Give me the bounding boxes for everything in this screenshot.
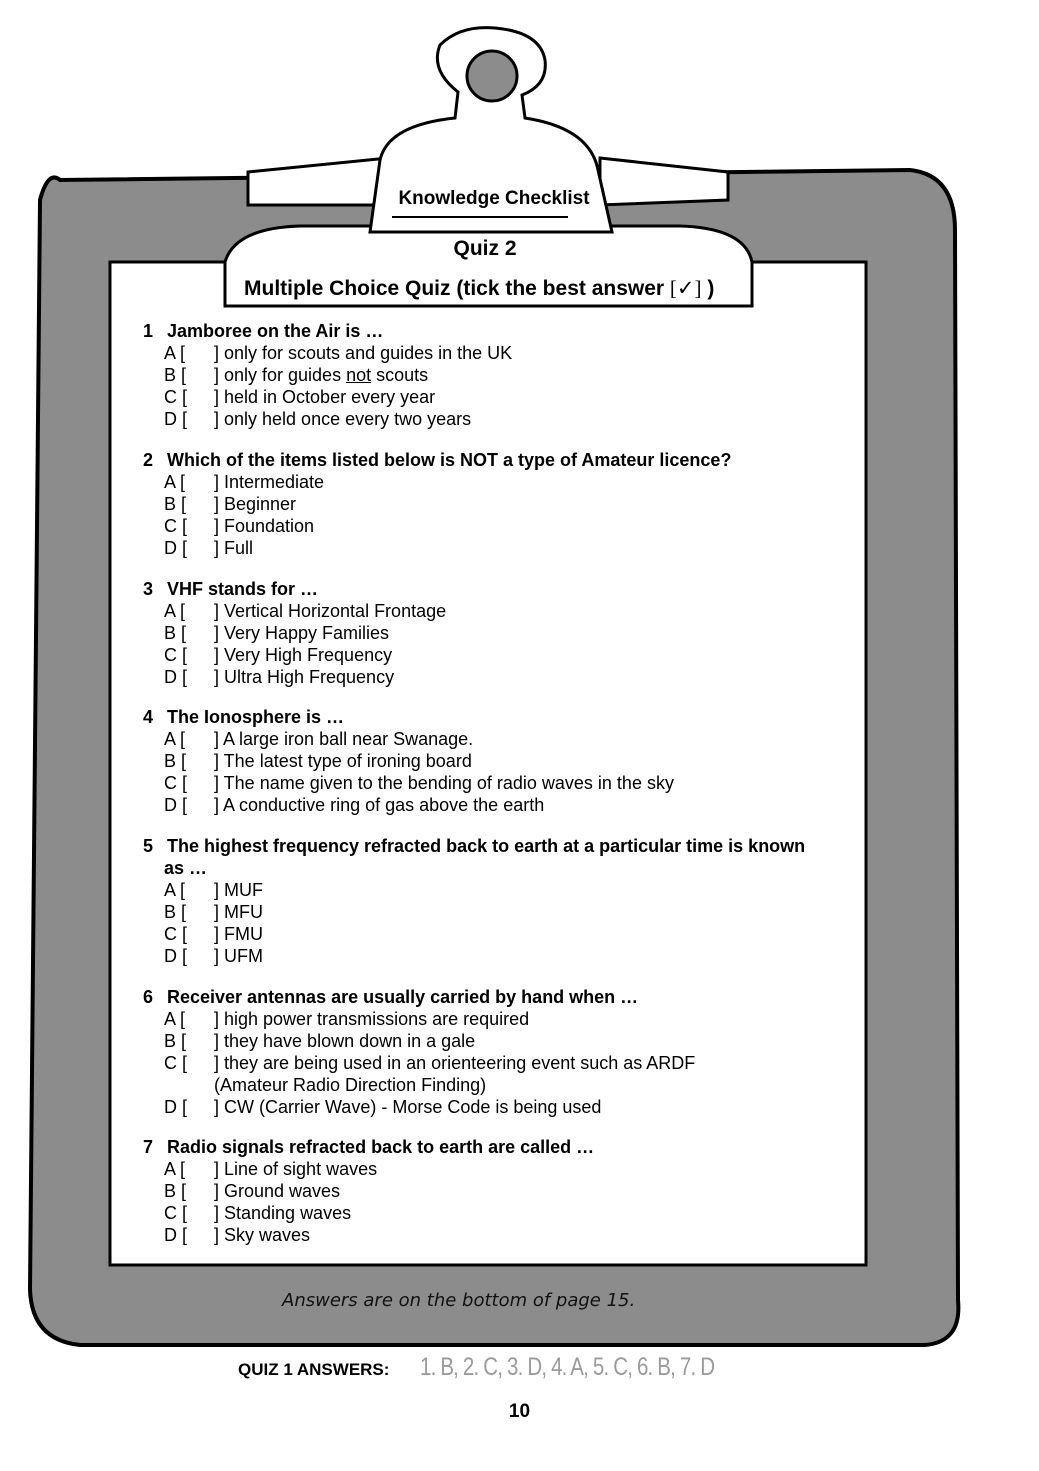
option-checkbox[interactable]: C [ xyxy=(164,1053,188,1073)
option-1-b[interactable] xyxy=(164,364,428,386)
question-text-continuation: as … xyxy=(164,858,208,878)
option-text: ] The latest type of ironing board xyxy=(214,751,472,771)
option-text: ] UFM xyxy=(214,946,263,966)
option-text: ] Vertical Horizontal Frontage xyxy=(214,601,447,621)
clip-hole xyxy=(467,51,517,101)
question-number: 5 xyxy=(143,836,154,856)
question-number: 1 xyxy=(143,321,154,341)
quiz1-answers: 1. B, 2. C, 3. D, 4. A, 5. C, 6. B, 7. D xyxy=(420,1353,715,1381)
option-checkbox[interactable]: D [ xyxy=(164,1225,188,1245)
option-text-emphasis: not xyxy=(346,365,372,385)
option-text: ] Very High Frequency xyxy=(214,645,393,665)
option-2-b[interactable] xyxy=(164,493,296,515)
question-5-heading xyxy=(143,835,805,857)
option-text: ] they are being used in an orienteering event such as ARDF xyxy=(214,1053,696,1073)
option-text: ] Sky waves xyxy=(214,1225,311,1245)
option-checkbox[interactable]: C [ xyxy=(164,773,188,793)
option-text: ] CW (Carrier Wave) - Morse Code is being used xyxy=(214,1097,602,1117)
option-checkbox[interactable]: B [ xyxy=(164,902,187,922)
instruction-text: Multiple Choice Quiz (tick the best answer xyxy=(244,277,670,300)
option-checkbox[interactable]: B [ xyxy=(164,751,187,771)
option-1-d[interactable] xyxy=(164,408,471,430)
option-text: ] they have blown down in a gale xyxy=(214,1031,476,1051)
option-text: ] MUF xyxy=(214,880,263,900)
option-checkbox[interactable]: D [ xyxy=(164,409,188,429)
option-checkbox[interactable]: B [ xyxy=(164,1181,187,1201)
question-6-heading xyxy=(143,986,638,1008)
option-7-d[interactable] xyxy=(164,1224,310,1246)
question-text: Jamboree on the Air is … xyxy=(167,321,384,341)
option-checkbox[interactable]: C [ xyxy=(164,516,188,536)
option-checkbox[interactable]: A [ xyxy=(164,1009,186,1029)
option-text: ] Full xyxy=(214,538,254,558)
option-checkbox[interactable]: A [ xyxy=(164,729,186,749)
question-number: 3 xyxy=(143,579,154,599)
option-checkbox[interactable]: D [ xyxy=(164,538,188,558)
instruction-suffix: ) xyxy=(701,277,715,300)
quiz-title: Quiz 2 xyxy=(453,237,517,260)
question-2-heading xyxy=(143,449,731,471)
option-text: ] Ground waves xyxy=(214,1181,341,1201)
option-4-c[interactable] xyxy=(164,772,674,794)
option-text: ] Standing waves xyxy=(214,1203,352,1223)
option-5-c[interactable] xyxy=(164,923,263,945)
option-checkbox[interactable]: A [ xyxy=(164,343,186,363)
question-text: Receiver antennas are usually carried by hand when … xyxy=(167,987,639,1007)
question-1-heading xyxy=(143,320,383,342)
option-text: ] A large iron ball near Swanage. xyxy=(214,729,474,749)
option-checkbox[interactable]: D [ xyxy=(164,795,188,815)
option-checkbox[interactable]: D [ xyxy=(164,667,188,687)
clip-bar-left xyxy=(248,158,388,205)
option-7-c[interactable] xyxy=(164,1202,351,1224)
option-1-a[interactable] xyxy=(164,342,512,364)
question-text: VHF stands for … xyxy=(167,579,319,599)
option-checkbox[interactable]: C [ xyxy=(164,1203,188,1223)
option-2-d[interactable] xyxy=(164,537,253,559)
question-4-heading xyxy=(143,706,344,728)
option-text: ] A conductive ring of gas above the earth xyxy=(214,795,545,815)
option-checkbox[interactable]: B [ xyxy=(164,494,187,514)
option-checkbox[interactable]: B [ xyxy=(164,365,187,385)
option-checkbox[interactable]: A [ xyxy=(164,1159,186,1179)
question-text: Radio signals refracted back to earth are called … xyxy=(167,1137,595,1157)
option-text: ] Intermediate xyxy=(214,472,325,492)
option-5-d[interactable] xyxy=(164,945,263,967)
option-4-d[interactable] xyxy=(164,794,544,816)
option-text-continuation: (Amateur Radio Direction Finding) xyxy=(214,1075,487,1095)
option-text-end: scouts xyxy=(371,365,429,385)
clipboard-title-underline xyxy=(392,216,568,218)
option-text: ] high power transmissions are required xyxy=(214,1009,530,1029)
option-6-b[interactable] xyxy=(164,1030,475,1052)
option-text: ] Ultra High Frequency xyxy=(214,667,395,687)
option-5-a[interactable] xyxy=(164,879,263,901)
option-text: ] MFU xyxy=(214,902,263,922)
option-6-a[interactable] xyxy=(164,1008,529,1030)
option-checkbox[interactable]: A [ xyxy=(164,601,186,621)
option-text: ] Very Happy Families xyxy=(214,623,390,643)
quiz1-answers-label: QUIZ 1 ANSWERS: xyxy=(238,1360,390,1379)
option-checkbox[interactable]: C [ xyxy=(164,924,188,944)
option-3-a[interactable] xyxy=(164,600,446,622)
question-3-heading xyxy=(143,578,318,600)
question-number: 7 xyxy=(143,1137,154,1157)
option-text: ] only for guides xyxy=(214,365,347,385)
option-6-c[interactable] xyxy=(164,1052,695,1074)
question-text: The Ionosphere is … xyxy=(167,707,345,727)
question-number: 2 xyxy=(143,450,154,470)
option-text: ] only held once every two years xyxy=(214,409,472,429)
option-2-a[interactable] xyxy=(164,471,324,493)
option-checkbox[interactable]: B [ xyxy=(164,623,187,643)
option-5-b[interactable] xyxy=(164,901,263,923)
page-number: 10 xyxy=(508,1401,531,1422)
option-text: ] The name given to the bending of radio waves in the sky xyxy=(214,773,674,793)
option-checkbox[interactable]: C [ xyxy=(164,387,188,407)
question-number: 6 xyxy=(143,987,154,1007)
option-text: ] held in October every year xyxy=(214,387,436,407)
option-4-a[interactable] xyxy=(164,728,473,750)
option-2-c[interactable] xyxy=(164,515,314,537)
clip-bar-right xyxy=(600,158,728,205)
option-checkbox[interactable]: D [ xyxy=(164,946,188,966)
clipboard-title: Knowledge Checklist xyxy=(398,188,590,209)
option-text: ] only for scouts and guides in the UK xyxy=(214,343,513,363)
option-4-b[interactable] xyxy=(164,750,472,772)
quiz-instruction xyxy=(244,276,714,301)
option-text: ] Beginner xyxy=(214,494,297,514)
question-7-heading xyxy=(143,1136,594,1158)
option-3-b[interactable] xyxy=(164,622,389,644)
answers-note: Answers are on the bottom of page 15. xyxy=(282,1290,636,1311)
option-text: ] Line of sight waves xyxy=(214,1159,378,1179)
option-3-c[interactable] xyxy=(164,644,392,666)
option-text: ] FMU xyxy=(214,924,263,944)
question-text: The highest frequency refracted back to earth at a particular time is known xyxy=(167,836,806,856)
tick-symbol: [✓] xyxy=(669,276,702,300)
option-1-c[interactable] xyxy=(164,386,435,408)
question-number: 4 xyxy=(143,707,154,727)
option-text: ] Foundation xyxy=(214,516,315,536)
option-7-a[interactable] xyxy=(164,1158,377,1180)
question-text: Which of the items listed below is NOT a type of Amateur licence? xyxy=(167,450,732,470)
option-3-d[interactable] xyxy=(164,666,394,688)
option-checkbox[interactable]: D [ xyxy=(164,1097,188,1117)
option-checkbox[interactable]: C [ xyxy=(164,645,188,665)
option-7-b[interactable] xyxy=(164,1180,340,1202)
option-checkbox[interactable]: A [ xyxy=(164,880,186,900)
option-checkbox[interactable]: B [ xyxy=(164,1031,187,1051)
option-checkbox[interactable]: A [ xyxy=(164,472,186,492)
option-6-d[interactable] xyxy=(164,1096,601,1118)
